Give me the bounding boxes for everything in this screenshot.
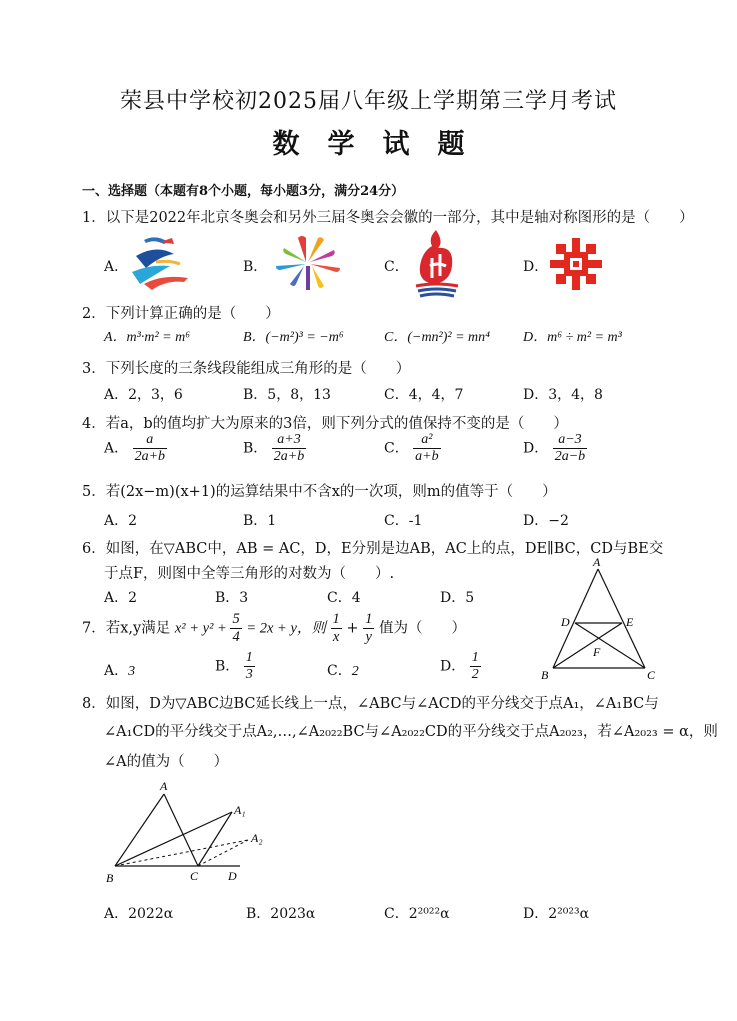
q7-prefix: 7．若x,y满足	[82, 620, 171, 637]
q1-option-b-label: B．	[243, 259, 268, 275]
flame-emblem-icon	[414, 228, 460, 300]
snowflake-emblem-icon	[548, 236, 604, 292]
q7-b-numerator: 1	[245, 650, 253, 665]
q4-c-denominator: a+b	[415, 449, 439, 464]
q2-option-a: A．m³·m² = m⁶	[104, 330, 191, 345]
q2-option-d: D．m⁶ ÷ m² = m³	[523, 330, 622, 345]
q5-option-a: A．2	[104, 513, 138, 529]
q5-option-d: D．−2	[523, 513, 569, 529]
q8-label-a: A	[160, 779, 168, 793]
q8-label-a1: A₁	[234, 803, 246, 817]
q7-option-d-label: D．	[440, 658, 466, 675]
q7-option-c-label: C．	[327, 663, 352, 679]
q6-option-c: C．4	[327, 590, 361, 606]
q2-option-c: C．(−mn²)² = mn⁴	[384, 330, 491, 345]
q7-option-c	[327, 660, 359, 680]
q7-option-d-fraction	[470, 650, 481, 683]
q7-option-a-label: A．	[104, 663, 129, 679]
q8-label-d: D	[228, 869, 237, 883]
section-heading: 一、选择题（本题有8个小题，每小题3分，满分24分）	[82, 184, 405, 199]
question-6-text-line2: 于点F，则图中全等三角形的对数为（ ）.	[104, 566, 395, 582]
question-3-text: 3．下列长度的三条线段能组成三角形的是（ ）	[82, 361, 411, 377]
q5-option-b: B．1	[243, 513, 277, 529]
q8-option-d: D．2²⁰²³α	[523, 906, 590, 922]
q1-option-c-label: C．	[384, 259, 409, 275]
q4-option-d-fraction	[553, 432, 587, 465]
q2-option-b: B．(−m²)³ = −m⁶	[243, 330, 344, 345]
q7-option-c-value: 2	[351, 664, 359, 679]
q8-label-c: C	[190, 869, 199, 883]
q4-d-numerator: a−3	[553, 432, 587, 449]
q8-option-b: B．2023α	[246, 906, 316, 922]
q7-equation-fraction	[230, 611, 241, 646]
q6-label-c: C	[647, 668, 656, 682]
q7-f1-numerator: 1	[332, 611, 340, 627]
q7-option-b-label: B．	[215, 658, 240, 675]
q4-option-b-label: B．	[243, 440, 268, 457]
q6-option-b: B．3	[215, 590, 249, 606]
q4-option-c-fraction	[413, 432, 440, 465]
q8-triangle-figure	[100, 776, 280, 891]
q1-option-d-label: D．	[523, 259, 549, 275]
question-4-text: 4．若a，b的值均扩大为原来的3倍，则下列分式的值保持不变的是（ ）	[82, 416, 568, 432]
q3-option-d: D．3，4，8	[523, 387, 603, 403]
q7-f2-numerator: 1	[365, 611, 373, 627]
q4-b-numerator: a+3	[272, 432, 306, 449]
q4-d-denominator: 2a−b	[554, 449, 586, 464]
q3-option-a: A．2，3，6	[104, 387, 183, 403]
q7-f2-denominator: y	[365, 629, 372, 645]
question-8-text-line2: ∠A₁CD的平分线交于点A₂,…,∠A₂₀₂₂BC与∠A₂₀₂₂CD的平分线交于点A₂₀₂₃，若∠A₂₀₂₃ = α，则	[104, 724, 718, 740]
q6-label-a: A	[593, 555, 601, 569]
q8-label-b: B	[106, 871, 114, 885]
q7-d-denominator: 2	[471, 667, 479, 682]
q7-eq-denominator: 4	[232, 629, 240, 645]
q7-expr-fraction-1	[331, 611, 342, 646]
q4-a-denominator: 2a+b	[134, 449, 166, 464]
q7-expr-plus: +	[346, 620, 359, 637]
q7-option-a-value: 3	[128, 664, 136, 679]
q7-b-denominator: 3	[245, 667, 253, 682]
q7-expr-fraction-2	[363, 611, 374, 646]
beijing-2022-emblem-icon	[126, 234, 192, 294]
q4-option-a	[104, 432, 167, 465]
q6-option-d: D．5	[440, 590, 475, 606]
q8-option-c: C．2²⁰²²α	[384, 906, 450, 922]
q4-option-b	[243, 432, 306, 465]
question-1-text: 1．以下是2022年北京冬奥会和另外三届冬奥会会徽的一部分，其中是轴对称图形的是（ ）	[82, 210, 694, 226]
q7-equation-left: x² + y² +	[174, 620, 231, 637]
q6-label-b: B	[541, 668, 549, 682]
q8-option-a: A．2022α	[104, 906, 174, 922]
q4-b-denominator: 2a+b	[273, 449, 305, 464]
q4-option-a-fraction	[133, 432, 167, 465]
q7-f1-denominator: x	[332, 629, 340, 645]
q1-option-a-label: A．	[104, 259, 129, 275]
torino-emblem-icon	[270, 232, 346, 294]
q4-a-numerator: a	[133, 432, 167, 449]
question-7-text	[82, 611, 466, 646]
q6-label-e: E	[626, 615, 634, 629]
q4-option-a-label: A．	[104, 440, 129, 457]
question-8-text-line3: ∠A的值为（ ）	[104, 754, 229, 770]
q4-option-d	[523, 432, 587, 465]
q7-option-b-fraction	[244, 650, 255, 683]
q8-label-a2: A₂	[251, 831, 263, 845]
q7-suffix: 值为（ ）	[379, 620, 466, 637]
q3-option-b: B．5，8，13	[243, 387, 331, 403]
q7-option-d	[440, 650, 481, 683]
q6-label-f: F	[593, 645, 601, 659]
q7-d-numerator: 1	[471, 650, 479, 665]
question-8-text-line1: 8．如图，D为▽ABC边BC延长线上一点，∠ABC与∠ACD的平分线交于点A₁，∠A₁BC与	[82, 696, 659, 712]
q4-option-d-label: D．	[523, 440, 549, 457]
q5-option-c: C．-1	[384, 513, 423, 529]
q6-label-d: D	[561, 615, 570, 629]
q7-eq-numerator: 5	[232, 611, 240, 627]
q6-triangle-figure	[535, 555, 665, 685]
q7-option-b	[215, 650, 255, 683]
question-5-text: 5．若(2x−m)(x+1)的运算结果中不含x的一次项，则m的值等于（ ）	[82, 484, 557, 500]
question-6-text-line1: 6．如图，在▽ABC中，AB = AC，D，E分别是边AB，AC上的点，DE∥BC，CD与BE交	[82, 541, 664, 557]
q6-option-a: A．2	[104, 590, 138, 606]
q4-option-c-label: C．	[384, 440, 409, 457]
q7-option-a	[104, 660, 135, 680]
subject-title: 数学试题	[272, 129, 493, 160]
exam-title: 荣县中学校初2025届八年级上学期第三学月考试	[120, 89, 617, 114]
q7-equation-right: = 2x + y，则	[246, 620, 326, 637]
q4-option-c	[384, 432, 441, 465]
q4-c-numerator: a²	[413, 432, 440, 449]
question-2-text: 2．下列计算正确的是（ ）	[82, 306, 280, 322]
q3-option-c: C．4，4，7	[384, 387, 464, 403]
q4-option-b-fraction	[272, 432, 306, 465]
